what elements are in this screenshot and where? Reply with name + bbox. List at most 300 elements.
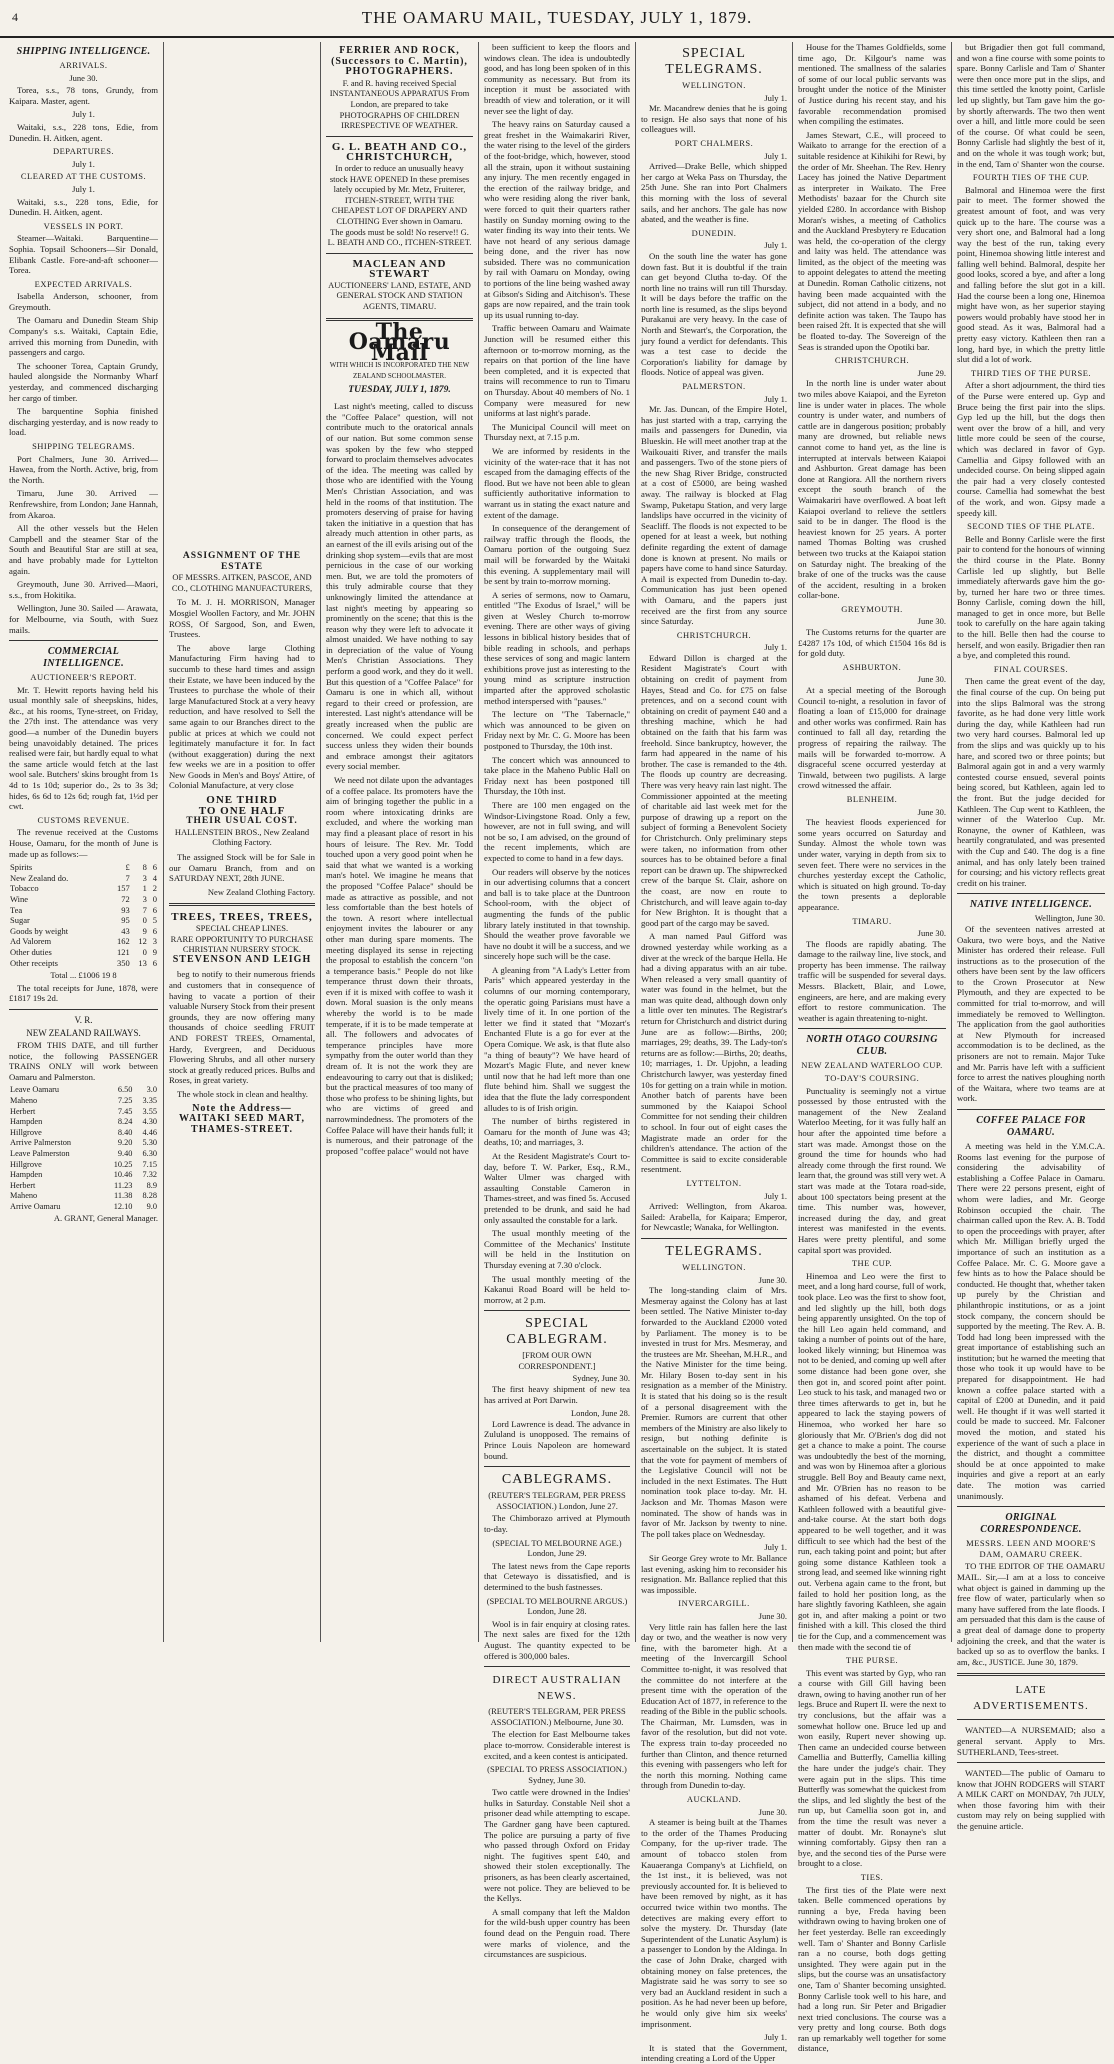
beath-advert [326, 142, 473, 248]
customs-cell-item: Goods by weight [10, 925, 69, 936]
departures-heading: DEPARTURES. [52, 146, 115, 157]
customs-cell-d: 3 [152, 936, 157, 947]
timetable-row [9, 1085, 158, 1096]
ties-heading: TIES. [860, 1871, 884, 1882]
place-heading: GREYMOUTH. [841, 603, 903, 614]
coursing-text: Punctuality is seemingly not a virtue possessed by those entrusted with the management of the New Zealand Waterloo Meeting, for it was fully half an hour after the appointed time before a start was made. Amongst those on the ground the time for hounds who had already come through the first round. We learn that, the ground was still very wet. A start was made at the Totara road-side, about 100 spectators being present at the time. This number was, however, increased during the day, and great interest was manifested in the events. Hares were pretty plentiful, and some capital sport was provided. [798, 1085, 946, 1255]
coursing-continued: but Brigadier then got full command, and won a fine course with some points to spare. Bonny Carlisle and Tam o' Shanter were then once more put in the slips, and this time settled the knotty point, Carlisle led up slightly, but Tam gave him the go-by shortly afterwards. The two then went over a hill, and little more could be seen of the course. Of what could be seen, Bonny Carlisle had slightly the best of it, and on the whole it was tough work; but, in the end, Tam o' Shanter won the course. [957, 42, 1105, 169]
customs-cell-s: 1 [142, 883, 147, 894]
customs-row [9, 862, 158, 873]
place-heading: ASHBURTON. [842, 661, 902, 672]
telegram-item: All the other vessels but the Helen Campbell and the steamer Star of the South and Beautiful Star are still at sea, and have probably made for Lyttelton again. [9, 523, 158, 576]
telegram-text: In the north line is under water about two miles above Kaiapoi, and the Eyreton line is under water in places. The whole country is under water, and numbers of cattle are in dangerous position; probably many are drowned, but reliable news cannot come to hand yet, as the line is interrupted at intervals between Kaiapoi and Ashburton. Great damage has been done at Rangiora. All the northern rivers except the south branch of the Waimakariri have overflowed. A boat left Kaiapoi overland to relieve the settlers said to be in danger. The flood is the heaviest known for 25 years. A porter named Thomas Bolting was crushed between two trucks at the Kaiapoi station on Saturday night. The breaking of the brake of one of the trucks was the cause of the accident, resulting in a broken collar-bone. [798, 378, 946, 601]
cablegram-date: Sydney, June 30. [572, 1373, 630, 1384]
customs-cell-item: Ad Valorem [10, 936, 52, 947]
timetable-row [9, 1128, 158, 1139]
coffee-palace-heading: COFFEE PALACE FOR OAMARU. [976, 1115, 1086, 1138]
customs-cell-l: £ [125, 862, 130, 873]
australian-news-sub: (REUTER'S TELEGRAM, PER PRESS ASSOCIATION.) Melbourne, June 30. [488, 1706, 626, 1727]
divider [484, 1666, 630, 1667]
customs-cell-item: Spirits [10, 862, 33, 873]
dateline: June 30. [917, 928, 946, 939]
shipping-telegrams-heading: SHIPPING TELEGRAMS. [32, 441, 135, 451]
arrivals-date: June 30. [69, 72, 98, 83]
column-3 [320, 42, 478, 1642]
telegram-text: Arrived: Wellington, from Akaroa. Sailed: Arabella, for Kaipara; Emperor, for Newcastle; Wanaka, for Wellington. [641, 1201, 787, 1233]
dateline: June 30. [758, 1806, 787, 1817]
customs-note: The total receipts for June, 1878, were £1817 19s 2d. [9, 982, 158, 1004]
final-courses-text: Then came the great event of the day, the final course of the cup. On being put into the slips Balmoral was the strong favorite, as he had done very little work during the day, while Kathleen had run two very hard courses. Balmoral led up from the slips and was quickly up to his hare, and scored two or three points; but Balmoral again got in and a very warmly contested course ensued, several points being scored, but Kathleen, again led to the front. But the judge decided for Kathleen. The Cup went to Kathleen, the winner of the Waterloo Cup. Mr. Ronayne, the owner of Kathleen, was heartily congratulated, and was presented with the Cup and £40. The dog is a fine animal, and has only lately been trained for coursing; and his victory reflects great credit on his trainer. [957, 676, 1105, 888]
assignment-text: The above large Clothing Manufacturing Firm having had to succumb to these hard times and assign their Estate, we have been induced by the Trustees to purchase the whole of their large Manufactured Stock at a very heavy reduction, and have resolved to Sell the same again to our Branches direct to the public at prices at which we could not legitimately manufacture it for. In fact (without exaggeration) during the next few weeks we are in a position to offer New Goods in Men's and Boys' Attire, of Colonial Manufacture, at very close [169, 642, 315, 791]
residents-article: We are informed by residents in the vicinity of the water-race that it has not escaped from the damaging effects of the flood. But we have not been able to glean sufficiently authoritative information to warrant us in stating the exact nature and extent of the damage. [484, 445, 630, 520]
shipping-heading: SHIPPING INTELLIGENCE. [16, 46, 151, 57]
maclean-text: AUCTIONEERS' LAND, ESTATE, AND GENERAL STOCK AND STATION AGENTS, TIMARU. [328, 279, 471, 312]
column-4 [478, 42, 635, 1960]
trees-sub: SPECIAL CHEAP LINES. [195, 923, 289, 933]
readers-article: Our readers will observe by the notices in our advertising columns that a concert and ball is to take place at the Duntroon School-room, with the object of augmenting the funds of the public library lately instituted in that township. Should the weather prove favorable we have no doubt it will be a success, and we sincerely hope such will be the case. [484, 866, 630, 962]
letter-article: A gleaning from "A Lady's Letter from Paris" which appeared yesterday in the columns of our morning contemporary, the operatic going Parisians must have a lively time of it. In one portion of the letter we find it stated that "Mozart's Enchanted Flute is a go for ever at the Opera Comique. We ask, is that flute also "a thing of beauty"? We have heard of Mozart's Magic Flute, and never knew until now that he had left more than one flute behind him. Shall we suggest the idea that the flute the lady correspondent alludes to is of Irish origin. [484, 964, 630, 1113]
trees-advert [169, 912, 315, 965]
place-heading: WELLINGTON. [682, 1261, 746, 1272]
cleared-item: Waitaki, s.s., 228 tons, Edie, for Dunedin. H. Aitken, agent. [9, 196, 158, 218]
beath-heading: G. L. BEATH AND CO., CHRISTCHURCH, [331, 140, 468, 164]
traffic-article: Traffic between Oamaru and Waimate Junction will be resumed either this afternoon or to-morrow morning, as the repairs on that portion of the line have been completed, and it is expected that trains will recommence to run to Timaru on Thursday. About 40 members of No. 1 Company were measured for new uniforms at last night's parade. [484, 323, 630, 419]
cablegram-date: London, June 28. [570, 1408, 630, 1419]
telegram-continued: House for the Thames Goldfields, some time ago, Dr. Kilgour's name was mentioned. The smallness of the salaries of some of our local public servants was brought under the notice of the Minister of Justice during his recent stay, and his favorable recommendation promised when compiling the estimates. [798, 42, 946, 127]
customs-cell-d: 9 [152, 946, 157, 957]
customs-cell-l: 162 [117, 936, 130, 947]
nz-clothing: New Zealand Clothing Factory. [207, 886, 315, 897]
melbourne-age-heading: (SPECIAL TO MELBOURNE AGE.) London, June 29. [492, 1537, 622, 1559]
customs-row [9, 915, 158, 926]
telegram-text: At a special meeting of the Borough Council to-night, a resolution in favor of floating a loan of £15,000 for drainage and other works was confirmed. Rain has continued to fall all day, retarding the progress of repairing the railway. The mails will be forwarded to-morrow. A disgraceful scene occurred yesterday at Tinwald, between two pugilists. A large crowd witnessed the affair. [798, 685, 946, 791]
departures-date: July 1. [72, 158, 95, 169]
column-5 [635, 42, 792, 2064]
customs-cell-d: 5 [152, 915, 157, 926]
timetable-cell-b: 4.46 [142, 1127, 157, 1137]
waterloo-cup-heading: NEW ZEALAND WATERLOO CUP. [801, 1060, 943, 1071]
timetable-row [9, 1107, 158, 1118]
expected-heading: EXPECTED ARRIVALS. [34, 278, 133, 289]
fourth-ties-text: Balmoral and Hinemoa were the first pair to meet. The former showed the greatest amount of foot, and was very quick up to the hare. The course was a very short one, and Balmoral had a long way the best of the run, taking every point, Hinemoa showing little interest and falling well behind. Balmoral, despite her good looks, scored a bye, and after a long and falling before the slut got in a kill. Had the course been a long one, Hinemoa might have won, as her superior staying powers would probably have stood her in good stead. As it was, Balmoral had a pretty easy victory. Kathleen then ran a long, hard bye, in which the pretty little slut did a lot of work. [957, 184, 1105, 365]
timetable-cell-b: 8.9 [146, 1180, 157, 1190]
customs-cell-l: 72 [121, 893, 130, 904]
arrival-item: Waitaki, s.s., 228 tons, Edie, from Dunedin. H. Aitken, agent. [9, 121, 158, 143]
customs-row [9, 873, 158, 884]
dateline: June 30. [917, 616, 946, 627]
timetable-cell-a: 11.23 [114, 1180, 133, 1190]
dateline: July 1. [764, 1190, 787, 1201]
customs-row [9, 947, 158, 958]
assignment-end: The assigned Stock will be for Sale in our Oamaru Branch, from and on SATURDAY NEXT, 28th JUNE. [169, 852, 315, 884]
customs-total: Total ... £1006 19 8 [50, 970, 117, 981]
divider [641, 1238, 787, 1239]
final-courses-heading: FINAL COURSES. [993, 663, 1069, 674]
dateline: June 29. [917, 367, 946, 378]
dateline: July 1. [764, 1542, 787, 1553]
timetable-cell-st: Arrive Palmerston [10, 1138, 72, 1148]
one-third: ONE THIRD [206, 794, 278, 807]
dateline: Wellington, June 30. [1034, 913, 1105, 924]
divider [169, 903, 315, 906]
assignment-prices [169, 795, 315, 848]
dateline: June 30. [917, 674, 946, 685]
telegram-text: Very little rain has fallen here the last day or two, and the weather is now very fine, with the barometer high. At a meeting of the Invercargill School Committee to-night, it was resolved that the committee do not interfere at the present time with the operation of the Education Act of 1877, in reference to the reading of the Bible in the public schools. The Chairman, Mr. Lumsden, was in favor of the resolution, but did not vote. The express train to-day proceeded no further than Clinton, and thence returned this evening with passengers who left for the north this morning. Nothing came through from Dunedin to-day. [641, 1621, 787, 1791]
divider [957, 1719, 1105, 1720]
customs-cell-s: 9 [142, 925, 147, 936]
telegram-text: Mr. Macandrew denies that he is going to resign. He also says that none of his colleagues will. [641, 103, 787, 135]
timetable-cell-b: 3.0 [146, 1085, 157, 1095]
beath-text: In order to reduce an unusually heavy stock HAVE OPENED In these premises lately occupied by Mr. Metz, Fruiterer, ITCHEN-STREET, WITH THE CHEAPEST LOT OF DRAPERY AND CLOTHING Ever shown in Oamaru. [329, 162, 470, 226]
society-notice: The usual monthly meeting of the Committee of the Mechanics' Institute will be held in the Institution on Thursday evening at 7.30 o'clock. [484, 1228, 630, 1270]
timetable-row [9, 1117, 158, 1128]
divider [326, 253, 473, 254]
concert-notice: The concert which was announced to take place in the Maheno Public Hall on Friday next has been postponed till Thursday, the 10th inst. [484, 754, 630, 797]
arrival-item: Torea, s.s., 78 tons, Grundy, from Kaipara. Master, agent. [9, 85, 158, 106]
maclean-advert [326, 259, 473, 312]
customs-cell-item: Tobacco [10, 883, 39, 894]
cleared-heading: CLEARED AT THE CUSTOMS. [20, 171, 147, 182]
divider [9, 1009, 158, 1010]
telegram-text: Sir George Grey wrote to Mr. Ballance last evening, asking him to reconsider his resignation. Mr. Ballance replied that this was impossible. [641, 1552, 787, 1595]
place-heading: CHRISTCHURCH. [834, 355, 910, 366]
kakanui-notice: The usual monthly meeting of the Kakanui Road Board will be held to-morrow, at 2 p.m. [484, 1273, 630, 1305]
timetable-cell-a: 11.38 [114, 1191, 133, 1201]
divider [957, 1506, 1105, 1507]
second-ties-heading: SECOND TIES OF THE PLATE. [967, 521, 1095, 532]
customs-cell-l: 157 [117, 883, 130, 894]
births-notice: The number of births registered in Oamaru for the month of June was 43; deaths, 10; and marriages, 3. [484, 1116, 630, 1148]
newspaper-title: THE OAMARU MAIL, TUESDAY, JULY 1, 1879. [361, 8, 753, 27]
telegram-text: It is stated that the Government, intending creating a Lord of the Upper [641, 2042, 787, 2064]
timetable-cell-st: Hillgrove [10, 1127, 42, 1137]
dateline: July 1. [764, 2032, 787, 2043]
timetable-cell-st: Maheno [10, 1096, 38, 1106]
timetable-cell-st: Hillgrove [10, 1159, 42, 1169]
customs-cell-l: 43 [121, 925, 130, 936]
railways-vr: V. R. [74, 1014, 93, 1025]
customs-cell-d: 4 [152, 872, 157, 883]
timetable-row [9, 1181, 158, 1192]
paper-nameplate: The Oamaru Mail [348, 318, 451, 366]
customs-cell-d: 6 [152, 925, 157, 936]
customs-heading: CUSTOMS REVENUE. [37, 814, 130, 825]
customs-cell-s: 12 [138, 936, 147, 947]
place-heading: PALMERSTON. [682, 381, 746, 392]
column-2 [163, 42, 320, 1642]
timetable-cell-b: 3.55 [142, 1106, 157, 1116]
special-telegrams-heading: SPECIAL TELEGRAMS. [665, 46, 763, 77]
telegram-text: A man named Paul Gifford was drowned yesterday while working as a diver at the wreck of the barque Hella. He had a diving apparatus with an air tube. When released a very small quantity of water was found in the helmet, but the man was quite dead, although down only a little over ten minutes. The Registrar's return for Christchurch and district during June are as follow:—Births, 200; marriages, 29; deaths, 39. The Lady-ton's returns are as follow:—Births, 20; deaths, 10; marriages, 1. Dr. Upjohn, a leading Christchurch lawyer, was yesterday fined 10s for getting on a train while in motion. Another batch of parents have been summoned by the Kaiapoi School Committee for not sending their children to school. In four out of eight cases the Magistrate made an order for the children's attendance. The action of the Committee is said to excite considerable resentment. [641, 931, 787, 1175]
telegram-text: The floods are rapidly abating. The damage to the railway line, live stock, and property has been immense. The railway traffic will be suspended for several days. Messrs. Blackett, Blair, and Lowe, engineers, are here, and are making every effort to restore communication. The weather is again threatening to-night. [798, 938, 946, 1023]
todays-coursing-heading: TO-DAY'S COURSING. [824, 1073, 920, 1084]
telegram-text: A steamer is being built at the Thames to the order of the Thames Producing Company, for the up-river trade. The amount of tobacco stolen from Kauaeranga Company's at Lichfield, on the 1st inst., it is believed, was not previously accounted for. It is believed to have been removed by night, as it has occurred twice within two months. The detectives are making every effort to solve the mystery. Dr. Thursday (late Superintendent of the Lunatic Asylum) is a passenger to London by the Aldinga. In the case of John Drake, charged with obtaining money on false pretences, the Magistrate said he was sorry to see so very bad an Auckland resident in such a position. As he had never been up before, he would only give him six weeks' imprisonment. [641, 1817, 787, 2029]
timetable-cell-st: Herbert [10, 1106, 36, 1116]
telegram-text: The long-standing claim of Mrs. Mesmeray against the Colony has at last been settled. The Native Minister to-day forwarded to the Auckland £2000 voted by Parliament. The money is to be invested in trust for Mrs. Mesmeray, and the trustees are Mr. Sheehan, M.H.R., and the Native Minister for the time being. Mr. Hilary Bosen to-day sent in his resignation as a member of the Ministry. It is stated that his doing so is the result of a personal disagreement with the Premier. Rumors are current that other members of the Ministry are also likely to resign, but nothing definite is ascertainable on the subject. It is stated that the vote for payment of members of the Legislative Council will not be included in the next Estimates. The Hutt nomination took place to-day. Mr. H. Jackson and Mr. Thomas Mason were nominated. The show of hands was in favor of Mr. Jackson by twenty to nine. The poll takes place on Wednesday. [641, 1285, 787, 1539]
masthead [0, 0, 1114, 38]
customs-cell-s: 3 [142, 893, 147, 904]
timetable-cell-a: 8.40 [117, 1127, 133, 1137]
native-intelligence-heading: NATIVE INTELLIGENCE. [969, 899, 1093, 911]
divider [957, 1109, 1105, 1110]
timetable-row [9, 1138, 158, 1149]
timetable-row [9, 1202, 158, 1213]
customs-intro: The revenue received at the Customs House, Oamaru, for the month of June is made up as follows:— [9, 827, 158, 859]
timetable-cell-b: 6.30 [142, 1149, 157, 1159]
customs-cell-d: 6 [152, 957, 157, 968]
customs-cell-s: 13 [138, 957, 147, 968]
column-7 [951, 42, 1110, 1832]
telegram-text: The Customs returns for the quarter are £4287 17s 10d, of which £1504 16s 8d is for gold duty. [798, 627, 946, 659]
customs-row [9, 883, 158, 894]
telegrams-heading: TELEGRAMS. [665, 1243, 763, 1259]
customs-cell-l: 93 [121, 904, 130, 915]
customs-cell-item: Wine [10, 893, 29, 904]
address-text: Note the Address— WAITAKI SEED MART, THAMES-STREET. [179, 1102, 305, 1135]
expected-text: Isabella Anderson, schooner, from Greymouth. [9, 291, 158, 312]
auctioneer-report: Mr. T. Hewitt reports having held his usual monthly sale of sheepskins, hides, &c., at his rooms, Tyne-street, on Friday, the 27th inst. The attendance was very good—a number of the Dunedin buyers being unavoidably detained. The prices realised were fair, but hardly equal to what the same article would fetch at the last wool sale. Butchers' skins brought from 1s 4d to 1s 10d; superior do., 2s to 3s 3d; hides, 6s 6d to 12s 6d; rough fat, 1½d per cwt. [9, 684, 158, 812]
customs-cell-item: Other duties [10, 946, 52, 957]
australian-news-heading: DIRECT AUSTRALIAN NEWS. [492, 1674, 622, 1703]
article-continued: been sufficient to keep the floors and windows clean. The idea is undoubtedly good, and has long been spoken of in this community as necessary. But from its inception it must be associated with breadth of view and toleration, or it will never see the light of day. [484, 42, 630, 116]
customs-cell-l: 350 [117, 957, 130, 968]
paper-subtitle: WITH WHICH IS INCORPORATED THE NEW ZEALAND SCHOOLMASTER. [329, 361, 470, 381]
timetable-cell-b: 8.28 [142, 1191, 157, 1201]
assignment-to: To M. J. H. MORRISON, Manager Mosgiel Woollen Factory, and Mr. JOHN ROSS, Of Sargood, Son, and Ewen, Trustees. [169, 597, 315, 640]
ferrier-text: F. and R. having received Special INSTANTANEOUS APPARATUS From London, are prepared to take PHOTOGRAPHS OF CHILDREN IRRESPECTIVE OF WEATHER. [329, 77, 470, 131]
ties-text: The first ties of the Plate were next taken. Belle commenced operations by running a bye, Freda having been withdrawn owing to having broken one of her feet yesterday. Belle ran exceedingly well. Tam o' Shanter and Bonny Carlisle ran a no course, both dogs getting unsighted. They were again put in the slips, but the course was an unsatisfactory one, Tam o' Shanter becoming unsighted. Bonny Carlisle took well to his hare, and had a long run. Sir Peter and Brigadier next tried conclusions. The course was a very pretty and long course. Both dogs ran up remarkably well together for some distance, [798, 1884, 946, 2054]
melbourne-argus-text: Wool is in fair enquiry at closing rates. The next sales are fixed for the 12th August. The quantity expected to be offered is 300,000 bales. [484, 1618, 630, 1661]
trees-rare: RARE OPPORTUNITY TO PURCHASE CHRISTIAN NURSERY STOCK. [170, 933, 314, 955]
customs-row [9, 936, 158, 947]
shipping-paragraph: The barquentine Sophia finished discharging yesterday, and is now ready to load. [9, 406, 158, 438]
cablegram-sub: [FROM OUR OWN CORRESPONDENT.] [518, 1350, 596, 1371]
court-article: At the Resident Magistrate's Court to-day, before T. W. Parker, Esq., R.M., Walter Ulmer was charged with assaulting Constable Cameron in Thames-street, and was fined 5s. Accused pretended to be drunk, and said he had only assaulted the constable for a lark. [484, 1150, 630, 1225]
commercial-heading: COMMERCIAL INTELLIGENCE. [43, 646, 124, 670]
australian-news-text: A small company that left the Maldon for the wild-bush upper country has been found dead on the Penguin road. There were marks of violence, and the circumstances are suspicious. [484, 1906, 630, 1960]
divider [326, 136, 473, 137]
cablegrams-heading: CABLEGRAMS. [501, 1472, 613, 1488]
page-number: 4 [12, 10, 19, 24]
place-heading: DUNEDIN. [691, 227, 737, 238]
place-heading: BLENHEIM. [846, 793, 898, 804]
maclean-heading: MACLEAN AND STEWART [352, 257, 447, 281]
divider [957, 1673, 1105, 1676]
customs-cell-s: 7 [142, 904, 147, 915]
timetable-cell-a: 9.40 [117, 1149, 133, 1159]
place-heading: PORT CHALMERS. [674, 137, 754, 148]
customs-cell-item: New Zealand do. [10, 872, 69, 883]
timetable-cell-st: Leave Oamaru [10, 1085, 60, 1095]
customs-cell-s: 0 [142, 915, 147, 926]
place-heading: TIMARU. [852, 915, 892, 926]
telegram-item: Wellington, June 30. Sailed — Arawata, for Melbourne, via South, with Suez mails. [9, 603, 158, 635]
timetable-cell-st: Leave Palmerston [10, 1149, 70, 1159]
ferrier-advert [326, 46, 473, 131]
coursing-club-heading: NORTH OTAGO COURSING CLUB. [806, 1034, 938, 1058]
telegram-text: The heaviest floods experienced for some years occurred on Saturday and Sunday. Almost the whole town was under water, varying in depth from six to seven feet. There were no services in the churches yesterday except the Catholic, which is situated on high ground. To-day the town presents a deplorable appearance. [798, 817, 946, 912]
cablegram-text: The first heavy shipment of new tea has arrived at Port Darwin. [484, 1384, 630, 1405]
leader-article: Last night's meeting, called to discuss the "Coffee Palace" question, will not contribute much to the oratorical annals of our nation. But some common sense was spoken by the few who stepped forward to proclaim themselves advocates of the idea. The meeting was called by those who are identified with the Young Men's Christian Association, and was held in the rooms of that institution. The promoters deserving of praise for having taken the initiative in a question that has already much attention in other parts, as an earnest of the ill evils arising out of the drinking shop system—evils that are most pernicious in the case of our working men. But, we are told the promoters of this truly admirable course that they unknowingly limited the attendance at last night's meeting by appearing so prominently on the scene; that this is the reason why they were left to advocate it almost unaided. We have nothing to say in depreciation of the value of Young Men's Christian Associations. They perform a good work, and they do it well. But this question of a "Coffee Palace" for Oamaru is one in which all, without regard to their creed or profession, are interested. Last night's attendance will be greatly increased when the public are concerned. We could expect perfect success unless they widen their bounds and embrace amongst their agitators every social member. [326, 401, 473, 772]
timetable-cell-b: 9.0 [146, 1202, 157, 1211]
place-heading: LYTTELTON. [686, 1177, 742, 1188]
auctioneer-heading: AUCTIONEER'S REPORT. [30, 672, 137, 683]
divider [484, 1466, 630, 1467]
dateline: June 30. [758, 1610, 787, 1621]
customs-cell-s: 3 [142, 872, 147, 883]
rifles-article: There are 100 men engaged on the Windsor-Livingstone Road. Only a few, however, are not in full swing, and will not be so, I am advised, on the ground of the recent implements, which are expected to come to hand in a few days. [484, 799, 630, 863]
customs-row [9, 926, 158, 937]
timetable-cell-a: 10.46 [113, 1170, 133, 1180]
seed-mart-address [169, 1104, 315, 1136]
customs-cell-l: 95 [121, 915, 130, 926]
cablegram-text: Lord Lawrence is dead. The advance in Zululand is unopposed. The remains of Prince Louis Napoleon are homeward bound. [484, 1418, 630, 1461]
third-ties-text: After a short adjournment, the third ties of the Purse were entered up. Gyp and Bruce being the first pair into the slips. Gyp led up the hill, but the dogs then went over the brow of a hill, and very little more could be seen of the course, which was declared in favor of Gyp. Camellia and Gipsy followed with an undecided course. On being slipped again the pair had a very closely contested course. Camellia had somewhat the best of the work, and won. Gipsy made a speedy kill. [957, 380, 1105, 518]
arrivals-date: July 1. [72, 109, 95, 120]
leader-article-cont: We need not dilate upon the advantages of a coffee palace. Its promoters have the aim of bringing together the public in a room where intoxicating drinks are excluded, and where the working man may find a pleasant place of resort in his hours of leisure. The Rev. Mr. Todd touched upon a very good point when he said that what we wanted is a working man's hotel. We imagine he means that the proposed "Coffee Palace" should be made as attractive as possible, and not less comfortable than the best hotels of the town. A resort where intellectual enjoyment invites the labourer or any other man during spare moments. The meeting displayed its sense in rejecting the proposal to establish the concern "on a temperance basis." People do not like temperance thrust down their throats, even if it is mixed with coffee to wash it down. Moral suasion is the only means whereby the world is to be made temperate, if it is to be made temperate at all. The followers and advocates of temperance principles have more sympathy from the outer world than they dream of. It is not the work they are endeavouring to carry out that is disliked; but the practical measures of too many of those who profess to be shining lights, but who are victims of greed and narrowmindedness. The promoters of the Coffee Palace will have their hands full; it is numerous, and their patronage of the proposed "coffee palace" would not have [326, 775, 473, 1156]
to-one-half: TO ONE HALF [198, 804, 286, 817]
trees-text: beg to notify to their numerous friends and customers that in consequence of having to vacate a portion of their valuable Nursery Stock from their present grounds, they are now offering many thousands of choice seedling FRUIT AND FOREST TREES, Ornamental, Hardy, Evergreen, and Deciduous Flowering Shrubs, and all other nursery stock at greatly reduced prices. Bulbs and Roses, in great variety. [169, 969, 315, 1086]
divider [957, 1762, 1105, 1763]
dateline: July 1. [764, 240, 787, 251]
timetable-cell-st: Hampden [10, 1170, 43, 1180]
shipping-paragraph: The Oamaru and Dunedin Steam Ship Company's s.s. Waitaki, Captain Edie, arrived this morning from Dunedin, with passengers and cargo. [9, 315, 158, 358]
customs-cell-l: 7 [125, 872, 130, 883]
railway-timetable [9, 1085, 158, 1212]
cup-heading: THE CUP. [851, 1258, 893, 1269]
timetable-cell-a: 10.25 [113, 1159, 133, 1169]
dateline: June 30. [917, 806, 946, 817]
native-intelligence-text: Of the seventeen natives arrested at Oakura, two were boys, and the Native Minister has ordered their release. Full instructions as to the prosecution of the others have been sent by the law officers to the Crown Prosecutor at New Plymouth, and they are expected to be committed for trial to-morrow, and will immediately be removed to Wellington. The application from the gaol authorities at New Plymouth for increased accommodation is to be declined, as the prisoners are not to remain. Major Tuke and Mr. Parris have left with a sufficient force to arrest the natives ploughing north of the Waitara, where two teams are at work. [957, 923, 1105, 1104]
customs-row [9, 958, 158, 969]
cleared-date: July 1. [72, 183, 95, 194]
divider [798, 1028, 946, 1029]
timetable-cell-b: 3.35 [142, 1096, 157, 1106]
customs-cell-d: 6 [152, 862, 157, 873]
customs-row [9, 894, 158, 905]
timetable-row [9, 1160, 158, 1171]
customs-cell-s: 0 [142, 946, 147, 957]
purse-text: This event was started by Gyp, who ran a course with Gill Gill having been drawn, owing to having another run of her legs. Bruce and Rupert II. were the next to try conclusions, but the affair was a somewhat hollow one. Bruce led up and won easily, Rupert never showing up. Then came an undecided course between Camellia and Butterfly, Camellia killing the hare under the judge's chair. They were again put in the slips. This time Butterfly was somewhat the quickest from the slips, and led slightly the best of the run up, but Camellia soon got in, and from the time the result was never a matter of doubt. Mr. Ronayne's slut winning comfortably. Gipsy then ran a bye, and the second ties of the Purse were brought to a close. [798, 1667, 946, 1869]
assignment-sub: OF MESSRS. AITKEN, PASCOE, AND CO., CLOTHING MANUFACTURERS, [171, 572, 313, 593]
melbourne-argus-heading: (SPECIAL TO MELBOURNE ARGUS.) London, June 28. [486, 1595, 628, 1617]
timetable-cell-a: 9.20 [117, 1138, 133, 1148]
telegram-text: Mr. Jas. Duncan, of the Empire Hotel, has just started with a trap, carrying the mails and passengers for Dunedin, via Blueskin. He will meet another trap at the Waikouaiti River, and transfer the mails and passengers. Two of the stone piers of the new Shag River Bridge, constructed at a cost of £5000, are being washed away. The railway is blocked at Flag Swamp, Puketapu Station, and very large landslips have occurred in the vicinity of Seacliff. The floods is not expected to be opened for at least a week, but nothing definite regarding the extent of damage done is known at present. No mails or papers have come to hand since Saturday. A mail is expected from Dunedin to-day. Communication has just been opened with Oamaru, and the papers just received are the first from any source since Saturday. [641, 404, 787, 627]
timetable-cell-a: 8.24 [117, 1117, 133, 1127]
cablegrams-sub: (REUTER'S TELEGRAM, PER PRESS ASSOCIATION.) London, June 27. [488, 1490, 626, 1511]
third-ties-heading: THIRD TIES OF THE PURSE. [970, 367, 1092, 378]
vessels-in-port-text: Steamer—Waitaki. Barquentine—Sophia. Topsail Schooners—Sir Donald, Elibank Castle. Fore-and-aft schooner—Torea. [9, 233, 158, 276]
timetable-cell-st: Herbert [10, 1180, 36, 1190]
cup-text: Hinemoa and Leo were the first to meet, and a long hard course, full of work, took place. Leo was the first to show foot, and led slightly up the hill, both dogs being apparently unsighted. On the top of the hill Leo again held command, and taking a number of points out of the hare, looked likely winning; but Hinemoa was not to be denied, and coming up well after some distance had been gone over, she then got in, and scored point after point. Leo stuck to his task, and managed two or three times afterwards to get in, but he appeared to lack the staying powers of Hinemoa, who worked her hare so gloriously that Mr. O'Brien's dog did not get a chance to make a point. The course was undoubtedly the best of the morning, and was won by Hinemoa after a glorious struggle. Bell Boy and Beauty came next, and Mr. O'Brien has no reason to be ashamed of his defeat. Verbena and Kathleen followed with a beautiful give-and-take course. At the start both dogs appeared to be well together, and it was difficult to see which had the best of the run, each taking point and point; but after going some distance Kathleen took a strong lead, and seemed like winning right out. Verbena again came to the front, but failed to hold her position long, as the hare slightly favoring Kathleen, she again got in, and after making a point or two finished with a kill. This closed the third tie for the Cup, and a commencement was then made with the second tie of [798, 1270, 946, 1652]
coffee-palace-text: A meeting was held in the Y.M.C.A. Rooms last evening for the purpose of considering the advisability of establishing a Coffee Palace in Oamaru. There were 22 persons present, eight of whom were ladies, and Mr. George Robinson occupied the chair. The chairman called upon the Rev. A. B. Todd to open the proceedings with prayer, after which Mr. Milligan briefly urged the importance of such an institution as a Coffee Palace. Mr. C. G. Moore gave a few hints as to how the Palace should be conducted. He thought that, whether taken up purely by the Christian and philanthropic institutions, or as a joint stock company, the concern should be supported by the meeting. The Rev. A. B. Todd had long been impressed with the great importance of establishing such an institution; but he warned the meeting that those who took it up would have to be prepared for disappointment. He had known a coffee palace started with a capital of £200 at Dunedin, and it paid well. He thought if it was well started it could be made to succeed. Mr. Falconer moved the motion, and stated his experience of the want of such a place in the district, and thought a committee should be at once appointed to make inquiries and give a report at an early date. The motion was carried unanimously. [957, 1141, 1105, 1501]
second-ties-text: Belle and Bonny Carlisle were the first pair to contend for the honours of winning the third course in the Plate. Bonny Carlisle led up slightly, but Belle immediately afterwards gave him the go-by, turned her hare two or three times. Bonny Carlisle, coming down the hill, managed to get in once more, but Belle took to carefully on the hare again taking to the hill. Belle then had the course to herself, and won easily. Brigadier then ran a bye, and completed this round. [957, 533, 1105, 661]
vessels-in-port-heading: VESSELS IN PORT. [43, 220, 124, 231]
timetable-cell-st: Maheno [10, 1191, 38, 1201]
cablegram-heading: SPECIAL CABLEGRAM. [506, 1316, 608, 1348]
place-heading: CHRISTCHURCH. [676, 629, 752, 640]
divider [484, 1310, 630, 1311]
timetable-row [9, 1149, 158, 1160]
correspondence-text: TO THE EDITOR OF THE OAMARU MAIL. Sir,—I am at a loss to conceive what object is gained in damming up the free flow of water, particularly when so many have suffered from the late floods. I am persuaded that this dam is the cause of a great deal of damage done to property adjoining the creek, and that the water is backed up so as to overflow the banks. I am, &c., JUSTICE. June 30, 1879. [957, 1561, 1105, 1667]
customs-cell-d: 6 [152, 904, 157, 915]
firm-name: HALLENSTEIN BROS., New Zealand Clothing Factory. [174, 826, 310, 848]
australian-news-text: The election for East Melbourne takes place to-morrow. Considerable interest is excited, and a keen contest is anticipated. [484, 1729, 630, 1761]
shipping-paragraph: The schooner Torea, Captain Grundy, hauled alongside the Normanby Wharf yesterday, and commenced discharging her cargo of timber. [9, 360, 158, 403]
trees-end: The whole stock in clean and healthy. [177, 1088, 308, 1099]
timetable-cell-a: 7.45 [117, 1106, 133, 1116]
telegram-text: Arrived—Drake Belle, which shipped her cargo at Weka Pass on Thursday, the 25th June. She ran into Port Chalmers this morning with the loss of several sails, and her anchors. The gale has now abated, and the weather is fine. [641, 161, 787, 225]
railways-heading: NEW ZEALAND RAILWAYS. [26, 1027, 141, 1038]
fourth-ties-heading: FOURTH TIES OF THE CUP. [972, 172, 1090, 183]
ferrier-heading: FERRIER AND ROCK, (Successors to C. Martin), PHOTOGRAPHERS. [331, 45, 468, 78]
timetable-cell-st: Arrive Oamaru [10, 1202, 61, 1211]
customs-cell-item: Sugar [10, 915, 30, 926]
railways-signature: A. GRANT, General Manager. [53, 1212, 158, 1223]
timetable-cell-b: 4.30 [142, 1117, 157, 1127]
newspaper-columns [4, 42, 1110, 2064]
place-heading: WELLINGTON. [682, 80, 746, 90]
timetable-cell-a: 6.50 [117, 1085, 133, 1095]
customs-cell-l: 121 [117, 946, 130, 957]
divider [9, 640, 158, 641]
late-advertisements-heading: LATE ADVERTISEMENTS. [973, 1684, 1089, 1713]
issue-date: TUESDAY, JULY 1, 1879. [348, 384, 451, 395]
usual-cost: THEIR USUAL COST. [186, 816, 298, 827]
timetable-cell-b: 7.15 [142, 1159, 157, 1169]
timetable-cell-a: 12.10 [113, 1202, 133, 1211]
wanted-advert: WANTED—The public of Oamaru to know that JOHN RODGERS will START A MILK CART on MONDAY, 7th JULY, when those favoring him with their custom may rely on being supplied with the genuine article. [957, 1768, 1105, 1832]
place-heading: INVERCARGILL. [678, 1598, 750, 1609]
postal-notice: In consequence of the derangement of railway traffic through the floods, the Oamaru portion of the outgoing Suez mail will be forwarded by the Waitaki this evening. A supplementary mail will be sent by train to-morrow morning. [484, 523, 630, 587]
dateline: July 1. [764, 150, 787, 161]
dateline: July 1. [764, 92, 787, 103]
customs-table [9, 862, 158, 968]
dateline: June 30. [758, 1274, 787, 1285]
customs-cell-s: 8 [142, 862, 147, 873]
timetable-row [9, 1096, 158, 1107]
purse-heading: THE PURSE. [845, 1655, 899, 1666]
telegram-text: James Stewart, C.E., will proceed to Waikato to arrange for the erection of a suitable residence at Kihikihi for Rewi, by the order of Mr. Sheehan. The Rev. Henry Lacey has joined the Native Department as interpreter in Waikato. The Free Methodists' bazaar for the Church site yielded £280. In accordance with Bishop Moran's wishes, a meeting of Catholics and the Auckland Presbytery re Education was held, the co-operation of the clergy and laity was held. The attendance was limited, as the object of the meeting was to appoint delegates to attend the meeting at Dunedin. Roman Catholic citizens, not having been made acquainted with the subject, did not attend in a body, and no definite action was taken. The Taupo has been raised 2ft. It is expected that she will be floated to-day. The Sovereign of the Seas is stranded upon the Opotiki bar. [798, 129, 946, 352]
customs-cell-d: 0 [152, 893, 157, 904]
timetable-cell-st: Hampden [10, 1117, 43, 1127]
customs-row [9, 905, 158, 916]
council-notice: The Municipal Council will meet on Thursday next, at 7.15 p.m. [484, 421, 630, 443]
column-6 [792, 42, 951, 2054]
lecture-notice: The lecture on "The Tabernacle," which was announced to be given on Friday next by Mr. C. G. Moore has been postponed to Thursday, the 10th inst. [484, 709, 630, 751]
trees-heading: TREES, TREES, TREES, [171, 911, 313, 924]
melbourne-age-text: The latest news from the Cape reports that Cetewayo is dissatisfied, and is determined to the bush fastnesses. [484, 1560, 630, 1592]
timetable-row [9, 1170, 158, 1181]
cablegrams-text: The Chimborazo arrived at Plymouth to-day. [484, 1513, 630, 1534]
dateline: July 1. [764, 642, 787, 653]
telegram-item: Timaru, June 30. Arrived — Renfrewshire, from London; Jane Hannah, from Akaroa. [9, 488, 158, 520]
divider [957, 893, 1105, 894]
assignment-advert [169, 551, 315, 593]
timetable-cell-b: 5.30 [142, 1138, 157, 1148]
railways-intro: FROM THIS DATE, and till further notice, the following PASSENGER TRAINS ONLY will work between Oamaru and Palmerston. [9, 1040, 158, 1082]
dateline: July 1. [764, 393, 787, 404]
timetable-row [9, 1191, 158, 1202]
australian-news-text: Two cattle were drowned in the Indies' hulks in Saturday. Constable Neil shot a prisoner dead while attempting to escape. The Gardner gang have been captured. The police are pursuing a party of five who passed through Oxford on Friday night. The fugitives spent £40, and showed their stolen exceptionally. The prisoners, as has been clearly ascertained, were not police. They are believed to be the Kellys. [484, 1787, 630, 1904]
telegram-text: Edward Dillon is charged at the Resident Magistrate's Court with obtaining on credit of payment from Hayes, Stead and Co. for £75 on false pretences, and on a second count with obtaining on credit of payment £40 and a threshing machine, which he had obtained on the faith that his farm was freehold. Since bankruptcy, however, the farm had appeared in the name of his brother. The case is remanded to the 4th. The floods up country are decreasing. There was very heavy rain last night. The Commissioner appointed at the meeting of charitable aid last week met for the purpose of drawing up a report on the subject of forming a Benevolent Society for Christchurch. Only preliminary steps were taken, no information from other sources has to be obtained before a final report can be drawn up. The shipwrecked crew of the barque St. Clair, ashore on the coast, are now en route to Christchurch, and will leave again to-day for New Brighton. It is thought that a good part of the cargo may be saved. [641, 652, 787, 928]
correspondence-sub: MESSRS. LEEN AND MOORE'S DAM, OAMARU CREEK. [966, 1538, 1096, 1559]
telegram-item: Greymouth, June 30. Arrived—Maori, s.s., from Hokitika. [9, 579, 158, 600]
customs-cell-d: 2 [152, 883, 157, 894]
timetable-cell-b: 7.32 [142, 1170, 157, 1180]
australian-news-sub: (SPECIAL TO PRESS ASSOCIATION.) Sydney, June 30. [487, 1764, 627, 1785]
column-1 [4, 42, 163, 1642]
